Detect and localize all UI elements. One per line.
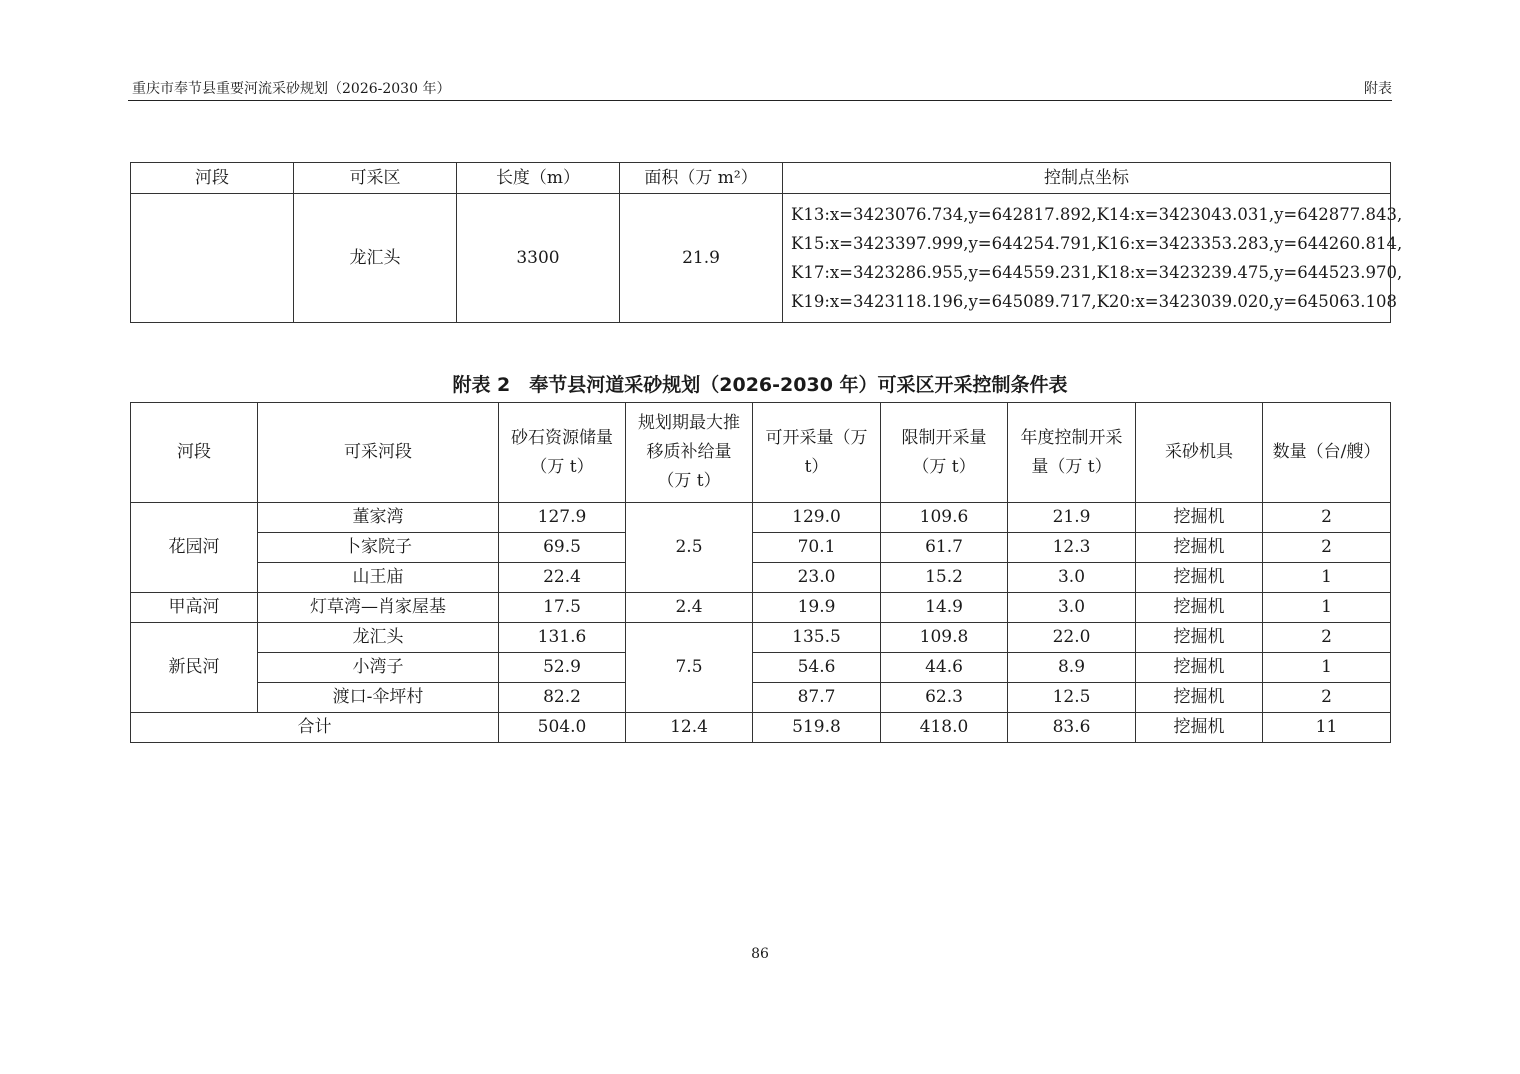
col-header-replenish: 规划期最大推移质补给量（万 t） <box>626 403 753 503</box>
cell-reserve: 504.0 <box>499 713 626 743</box>
col-header-coords: 控制点坐标 <box>783 163 1391 194</box>
cell-machine: 挖掘机 <box>1136 683 1263 713</box>
cell-sub-segment: 山王庙 <box>258 563 499 593</box>
cell-limit: 44.6 <box>881 653 1008 683</box>
coordinates-table <box>130 162 1403 323</box>
cell-annual: 22.0 <box>1008 623 1136 653</box>
cell-annual: 21.9 <box>1008 503 1136 533</box>
document-title: 重庆市奉节县重要河流采砂规划（2026-2030 年） <box>132 81 451 97</box>
cell-count: 2 <box>1263 623 1391 653</box>
col-header-limit: 限制开采量（万 t） <box>881 403 1008 503</box>
cell-minable: 129.0 <box>753 503 881 533</box>
cell-sub-segment: 小湾子 <box>258 653 499 683</box>
cell-reserve: 17.5 <box>499 593 626 623</box>
col-header-sub-segment: 可采河段 <box>258 403 499 503</box>
cell-annual: 8.9 <box>1008 653 1136 683</box>
col-header-machine: 采砂机具 <box>1136 403 1263 503</box>
cell-count: 1 <box>1263 653 1391 683</box>
cell-minable: 519.8 <box>753 713 881 743</box>
cell-coords <box>783 194 1403 323</box>
cell-replenish: 12.4 <box>626 713 753 743</box>
cell-replenish: 7.5 <box>626 623 753 713</box>
cell-area: 龙汇头 <box>294 194 457 323</box>
mining-control-table <box>130 402 1391 743</box>
cell-area-size: 21.9 <box>620 194 783 323</box>
coord-line: K19:x=3423118.196,y=645089.717,K20:x=3423039.020,y=645063.108 <box>791 292 1397 311</box>
cell-limit: 62.3 <box>881 683 1008 713</box>
cell-replenish: 2.5 <box>626 503 753 593</box>
table-row <box>131 503 1391 533</box>
table-row <box>131 623 1391 653</box>
page-number: 86 <box>751 946 769 962</box>
cell-annual: 3.0 <box>1008 593 1136 623</box>
cell-reserve: 52.9 <box>499 653 626 683</box>
col-header-area: 可采区 <box>294 163 457 194</box>
page-header <box>128 74 1392 101</box>
cell-machine: 挖掘机 <box>1136 563 1263 593</box>
col-header-area-size: 面积（万 m²） <box>620 163 783 194</box>
col-header-segment: 河段 <box>131 403 258 503</box>
col-header-reserve: 砂石资源储量（万 t） <box>499 403 626 503</box>
cell-minable: 70.1 <box>753 533 881 563</box>
cell-limit: 418.0 <box>881 713 1008 743</box>
table-row <box>131 653 1391 683</box>
cell-machine: 挖掘机 <box>1136 533 1263 563</box>
col-header-length: 长度（m） <box>457 163 620 194</box>
cell-count: 2 <box>1263 683 1391 713</box>
cell-count: 11 <box>1263 713 1391 743</box>
cell-limit: 61.7 <box>881 533 1008 563</box>
table-header-row <box>131 403 1391 503</box>
table-header-row <box>131 163 1391 194</box>
cell-machine: 挖掘机 <box>1136 713 1263 743</box>
cell-limit: 14.9 <box>881 593 1008 623</box>
table-row <box>131 194 1391 323</box>
table-row <box>131 683 1391 713</box>
section-label: 附表 <box>1364 81 1392 97</box>
cell-minable: 135.5 <box>753 623 881 653</box>
cell-river: 新民河 <box>131 623 258 713</box>
cell-sub-segment: 卜家院子 <box>258 533 499 563</box>
cell-river: 花园河 <box>131 503 258 593</box>
cell-river: 甲高河 <box>131 593 258 623</box>
coord-line: K15:x=3423397.999,y=644254.791,K16:x=3423353.283,y=644260.814, <box>791 234 1403 253</box>
cell-reserve: 131.6 <box>499 623 626 653</box>
col-header-minable: 可开采量（万 t） <box>753 403 881 503</box>
coord-line: K17:x=3423286.955,y=644559.231,K18:x=3423239.475,y=644523.970, <box>791 263 1403 282</box>
cell-sub-segment: 龙汇头 <box>258 623 499 653</box>
table-title: 附表 2 奉节县河道采砂规划（2026-2030 年）可采区开采控制条件表 <box>452 374 1068 396</box>
cell-machine: 挖掘机 <box>1136 593 1263 623</box>
cell-annual: 83.6 <box>1008 713 1136 743</box>
cell-sub-segment: 渡口-伞坪村 <box>258 683 499 713</box>
col-header-count: 数量（台/艘） <box>1263 403 1391 503</box>
cell-sub-segment: 灯草湾—肖家屋基 <box>258 593 499 623</box>
cell-minable: 23.0 <box>753 563 881 593</box>
cell-segment <box>131 194 294 323</box>
cell-limit: 109.8 <box>881 623 1008 653</box>
cell-limit: 109.6 <box>881 503 1008 533</box>
cell-limit: 15.2 <box>881 563 1008 593</box>
cell-count: 1 <box>1263 593 1391 623</box>
cell-machine: 挖掘机 <box>1136 623 1263 653</box>
cell-count: 1 <box>1263 563 1391 593</box>
cell-count: 2 <box>1263 503 1391 533</box>
col-header-segment: 河段 <box>131 163 294 194</box>
cell-annual: 12.3 <box>1008 533 1136 563</box>
coord-line: K13:x=3423076.734,y=642817.892,K14:x=3423043.031,y=642877.843, <box>791 205 1403 224</box>
cell-total-label: 合计 <box>131 713 499 743</box>
cell-count: 2 <box>1263 533 1391 563</box>
cell-length: 3300 <box>457 194 620 323</box>
table-row <box>131 563 1391 593</box>
cell-sub-segment: 董家湾 <box>258 503 499 533</box>
cell-minable: 19.9 <box>753 593 881 623</box>
cell-machine: 挖掘机 <box>1136 503 1263 533</box>
cell-minable: 87.7 <box>753 683 881 713</box>
table-row <box>131 533 1391 563</box>
cell-annual: 12.5 <box>1008 683 1136 713</box>
cell-reserve: 69.5 <box>499 533 626 563</box>
cell-replenish: 2.4 <box>626 593 753 623</box>
cell-machine: 挖掘机 <box>1136 653 1263 683</box>
table-row <box>131 593 1391 623</box>
total-row <box>131 713 1391 743</box>
col-header-annual: 年度控制开采量（万 t） <box>1008 403 1136 503</box>
cell-annual: 3.0 <box>1008 563 1136 593</box>
cell-reserve: 127.9 <box>499 503 626 533</box>
cell-reserve: 22.4 <box>499 563 626 593</box>
cell-minable: 54.6 <box>753 653 881 683</box>
cell-reserve: 82.2 <box>499 683 626 713</box>
